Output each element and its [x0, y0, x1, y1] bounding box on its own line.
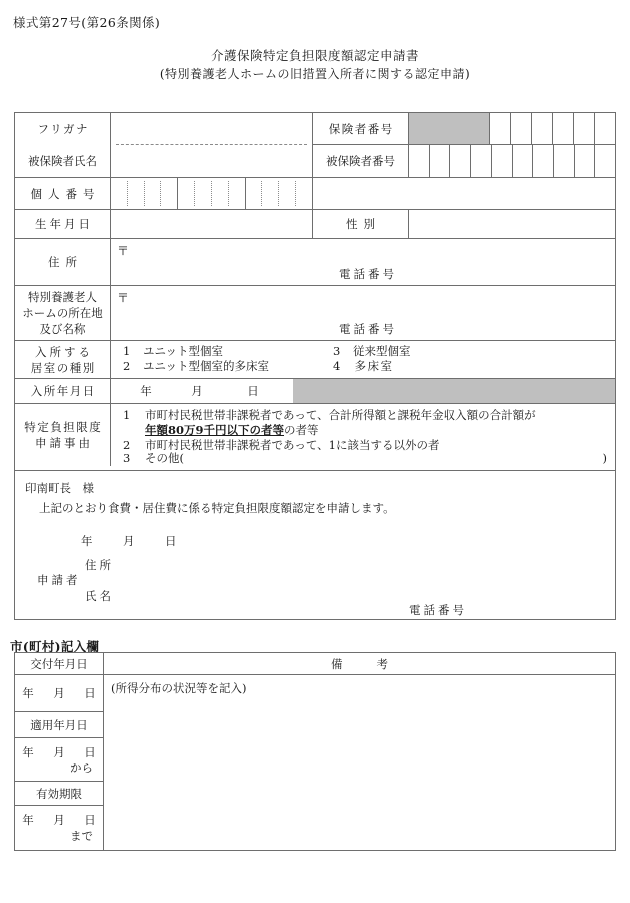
insured-name-input[interactable] [111, 113, 313, 177]
admission-date-label: 入所年月日 [15, 379, 111, 403]
personal-number-cell[interactable] [161, 181, 177, 206]
insured-number-label: 被保険者番号 [313, 145, 409, 177]
facility-label-line2: ホームの所在地 [22, 306, 103, 320]
municipal-table [14, 652, 616, 851]
personal-number-grid[interactable] [111, 178, 313, 209]
insured-number-cell[interactable] [450, 145, 471, 177]
facility-label-line3: 及び名称 [39, 322, 86, 336]
declaration-address-label: 住所 [85, 558, 114, 572]
insured-number-cell[interactable] [430, 145, 451, 177]
personal-number-cell[interactable] [212, 181, 229, 206]
room-type-option-2[interactable] [123, 359, 269, 374]
reason-option-1-text: 市町村民税世帯非課税者であって、合計所得額と課税年金収入額の合計額が [145, 408, 536, 422]
insurer-number-cell-shaded [449, 113, 469, 144]
facility-row [15, 286, 615, 341]
municipal-left-column [15, 653, 104, 850]
postal-mark-icon: 〒 [117, 291, 130, 305]
personal-number-group[interactable] [111, 178, 178, 209]
remarks-note: (所得分布の状況等を記入) [111, 681, 247, 695]
personal-number-label: 個人番号 [15, 178, 111, 209]
personal-number-cell[interactable] [195, 181, 212, 206]
declaration-addressee: 印南町長 様 [25, 481, 94, 495]
declaration-date-month: 月 [123, 534, 135, 548]
insurer-number-cell-shaded [409, 113, 429, 144]
insured-number-cell[interactable] [471, 145, 492, 177]
insured-number-cell[interactable] [595, 145, 615, 177]
personal-number-blank-area [313, 178, 615, 209]
personal-number-cell[interactable] [178, 181, 195, 206]
expiry-date-input[interactable] [15, 806, 103, 850]
room-type-option-4[interactable] [333, 359, 394, 374]
municipal-right-column [104, 653, 615, 850]
declaration-telephone-label: 電話番号 [409, 603, 467, 617]
reason-option-3-closing-paren: ) [602, 451, 607, 465]
declaration-applicant-label: 申請者 [37, 573, 81, 587]
municipal-section-title: 市(町村)記入欄 [10, 639, 100, 654]
personal-number-group[interactable] [178, 178, 245, 209]
gender-label: 性別 [313, 210, 409, 238]
address-label: 住所 [15, 239, 111, 285]
room-type-option-3-label: 従来型個室 [353, 344, 411, 358]
birthdate-label: 生年月日 [15, 210, 111, 238]
apply-date-label: 適用年月日 [15, 712, 103, 738]
insured-number-row [313, 145, 615, 177]
document-title [0, 46, 630, 84]
remarks-input[interactable] [104, 675, 615, 850]
room-type-option-1[interactable] [123, 344, 223, 359]
issue-date-ymd: 年 月 日 [22, 686, 100, 700]
birthdate-input[interactable] [111, 210, 313, 238]
reason-label [15, 404, 111, 466]
issue-date-label: 交付年月日 [15, 653, 103, 675]
reason-row [15, 404, 615, 471]
admission-date-shaded-area [293, 379, 615, 403]
facility-label-line1: 特別養護老人 [28, 290, 97, 304]
personal-number-cell[interactable] [111, 181, 128, 206]
declaration-row [15, 471, 615, 619]
room-type-options [111, 341, 615, 378]
birthdate-gender-row [15, 210, 615, 239]
gender-input[interactable] [409, 210, 615, 238]
reason-option-1-suffix: の者等 [284, 423, 319, 437]
insurer-number-cell[interactable] [553, 113, 574, 144]
insured-number-cell[interactable] [533, 145, 554, 177]
personal-number-cell[interactable] [279, 181, 296, 206]
expiry-label: 有効期限 [15, 782, 103, 806]
reason-label-line1: 特定負担限度 [24, 420, 103, 434]
address-input[interactable] [111, 239, 615, 285]
declaration-block [15, 471, 615, 619]
reason-option-3[interactable] [117, 451, 184, 466]
room-type-row [15, 341, 615, 379]
personal-number-cell[interactable] [229, 181, 245, 206]
insurer-number-cell[interactable] [511, 113, 532, 144]
form-number: 様式第27号(第26条関係) [13, 15, 161, 30]
room-type-option-4-label: 多床室 [354, 359, 394, 373]
personal-number-cell[interactable] [128, 181, 145, 206]
insurer-number-label: 保険者番号 [313, 113, 409, 144]
insurer-number-cell[interactable] [595, 113, 615, 144]
admission-date-day: 日 [247, 384, 259, 398]
reason-options [111, 404, 615, 470]
personal-number-cell[interactable] [296, 181, 312, 206]
insurer-number-grid[interactable] [409, 113, 615, 144]
personal-number-row [15, 178, 615, 210]
insured-name-label: 被保険者氏名 [28, 154, 97, 168]
expiry-date-suffix: まで [70, 829, 93, 843]
room-type-label-line1: 入所する [35, 344, 93, 359]
room-type-option-2-label: ユニット型個室的多床室 [143, 359, 270, 373]
admission-date-input[interactable] [111, 379, 293, 403]
apply-date-suffix: から [70, 760, 93, 775]
declaration-statement: 上記のとおり食費・居住費に係る特定負担限度額認定を申請します。 [39, 501, 395, 515]
personal-number-cell[interactable] [246, 181, 263, 206]
facility-telephone-label: 電話番号 [339, 322, 397, 336]
reason-label-line2: 申請事由 [35, 436, 93, 450]
personal-number-group[interactable] [246, 178, 312, 209]
room-type-label-line2: 居室の種別 [30, 360, 96, 375]
personal-number-cell[interactable] [145, 181, 162, 206]
reason-option-1[interactable] [117, 408, 536, 423]
reason-option-1-underlined-text: 年額80万9千円以下の者等 [145, 423, 285, 437]
admission-date-row [15, 379, 615, 404]
reason-option-3-number: 3 [123, 451, 131, 465]
postal-mark-icon: 〒 [117, 244, 130, 258]
reason-option-1-number: 1 [123, 408, 131, 422]
personal-number-cell[interactable] [262, 181, 279, 206]
insurer-number-cell[interactable] [532, 113, 553, 144]
admission-date-year: 年 [140, 384, 152, 398]
room-type-option-3-number: 3 [333, 344, 341, 358]
insured-number-cell[interactable] [554, 145, 575, 177]
insurer-number-cell[interactable] [574, 113, 595, 144]
remarks-header-label: 備考 [331, 656, 422, 671]
address-telephone-label: 電話番号 [339, 267, 397, 281]
admission-date-field [111, 379, 615, 403]
document-title-line2: (特別養護老人ホームの旧措置入所者に関する認定申請) [159, 67, 471, 81]
declaration-name-label: 氏名 [85, 589, 114, 603]
insurer-number-cell[interactable] [490, 113, 511, 144]
apply-date-input[interactable] [15, 738, 103, 782]
expiry-date-ymd: 年 月 日 [22, 813, 100, 827]
insured-number-cell[interactable] [513, 145, 534, 177]
insured-number-grid[interactable] [409, 145, 615, 177]
remarks-header [104, 653, 615, 675]
number-columns [313, 113, 615, 177]
room-type-option-3[interactable] [333, 344, 411, 359]
room-type-label [15, 341, 111, 378]
name-label-column [15, 113, 111, 177]
declaration-date-day: 日 [165, 534, 177, 548]
issue-date-input[interactable] [15, 675, 103, 712]
applicant-table [14, 112, 616, 620]
room-type-option-1-number: 1 [123, 344, 131, 358]
insurer-number-row [313, 113, 615, 145]
name-and-numbers-row [15, 113, 615, 178]
admission-date-month: 月 [191, 384, 203, 398]
insured-number-cell[interactable] [409, 145, 430, 177]
reason-option-2-text: 市町村民税世帯非課税者であって、1に該当する以外の者 [145, 438, 440, 452]
insurer-number-cell-shaded [469, 113, 490, 144]
furigana-divider [116, 144, 307, 145]
apply-date-ymd: 年 月 日 [22, 744, 100, 759]
reason-option-2-number: 2 [123, 438, 131, 452]
reason-option-1-emphasis [145, 423, 319, 438]
insured-number-cell[interactable] [492, 145, 513, 177]
insured-number-cell[interactable] [575, 145, 596, 177]
declaration-date[interactable] [81, 533, 177, 549]
address-row [15, 239, 615, 286]
reason-option-3-text: その他( [145, 451, 184, 465]
facility-label [15, 286, 111, 340]
room-type-option-1-label: ユニット型個室 [143, 344, 224, 358]
declaration-date-year: 年 [81, 534, 93, 548]
room-type-option-2-number: 2 [123, 359, 131, 373]
document-title-line1: 介護保険特定負担限度額認定申請書 [210, 48, 419, 63]
facility-input[interactable] [111, 286, 615, 340]
insurer-number-cell-shaded [429, 113, 449, 144]
furigana-label: フリガナ [37, 122, 89, 136]
room-type-option-4-number: 4 [333, 359, 341, 373]
